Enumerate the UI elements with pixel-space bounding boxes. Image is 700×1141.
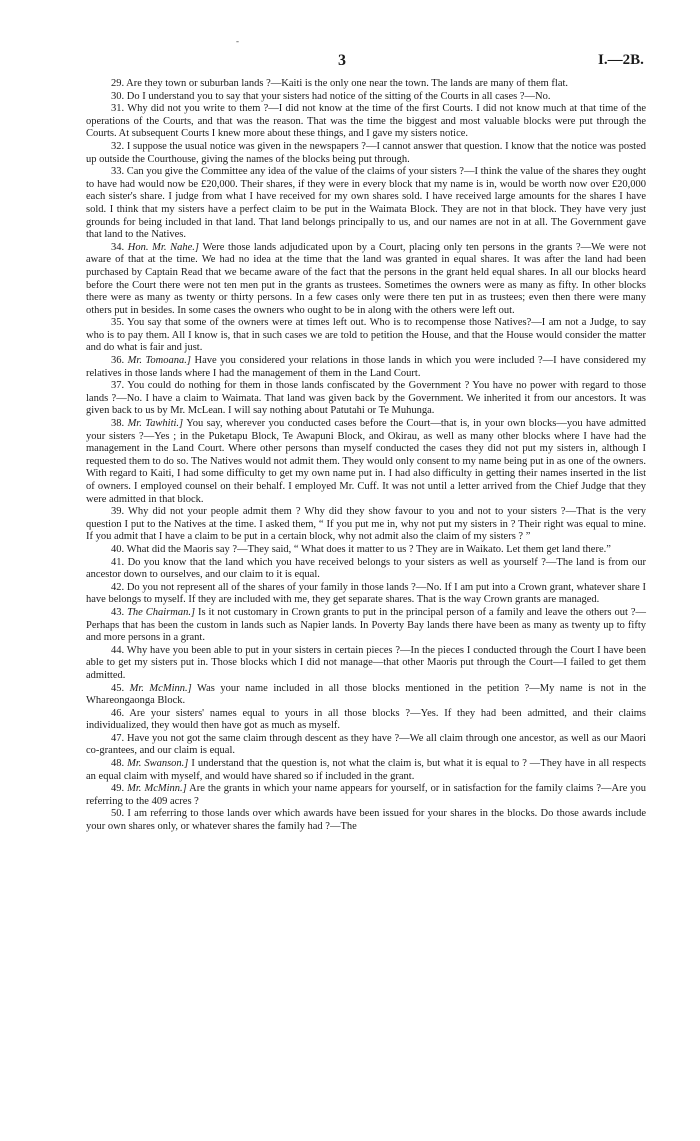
document-reference: I.—2B. [598, 52, 644, 68]
paragraph-text: Is it not customary in Crown grants to put in the principal person of a family and leave the others out ?—Perhaps that has been the custom in lands such as Napier lands. In Poverty Bay lands there have been as many as twenty up to fifty and more persons in a grant. [86, 606, 646, 644]
question-number: 43. [111, 606, 125, 618]
paragraph-text: Can you give the Committee any idea of the value of the claims of your sisters ?—I think the value of the shares they ought to have had would now be £20,000. Their shares, if they were in every block that my name is in, would be worth now over £20,000 each sister's share. I judge from what I have received for my own shares sold. I have received large amounts for the shares I have sold. I think that my sisters have a perfect claim to be put in the Waimata Block. They are not in that block. They have very just grounds for being included in that land. That land belongs principally to us, and our names are not in at all. The Government gave that land to the Natives. [86, 166, 646, 241]
paragraph-text: Have you not got the same claim through descent as they have ?—We all claim through one ancestor, as well as our Maori co-grantees, and our claim is equal. [86, 732, 647, 757]
question-number: 45. [111, 682, 125, 694]
paragraph-text: I understand that the question is, not what the claim is, but what it is equal to ? —They have in all respects an equal claim with myself, and would have shared so if included in the grant. [86, 758, 647, 782]
question-paragraph [86, 418, 646, 506]
paragraph-text: Have you considered your relations in those lands in which you were included ?—I have considered my relatives in those lands where I had the management of them in the Land Court. [86, 355, 646, 379]
question-paragraph [86, 557, 646, 582]
question-number: 44. [111, 644, 125, 656]
question-paragraph [86, 103, 646, 141]
speaker-name: Hon. Mr. Nahe.] [127, 241, 200, 253]
question-paragraph [86, 506, 646, 544]
top-mark: - [236, 36, 239, 46]
question-number: 33. [111, 166, 125, 178]
question-paragraph [86, 141, 646, 166]
page-number: 3 [338, 52, 346, 69]
question-number: 29. [111, 78, 125, 89]
speaker-name: Mr. Swanson.] [127, 758, 189, 770]
paragraph-text: Why did not you write to them ?—I did not know at the time of the first Courts. I did not know much at that time of the operations of the Courts, and that was the reason. That was the time the biggest and most valuable blocks were put through the Courts. At subsequent Courts I knew more about these things, and I gave my sisters notice. [86, 103, 647, 140]
paragraph-text: You say, wherever you conducted cases before the Court—that is, in your own blocks—you have admitted your sisters ?—Yes ; in the Puketapu Block, Te Awapuni Block, and Okirau, as well as many other blocks where I have had the management in the Land Court. Where other persons than myself conducted the cases they did not put my sisters in, although I requested them to do so. The Natives would not admit them. They would only consent to my name being put in as one of the owners. With regard to Kaiti, I had some difficulty to get my own name put in. I had also difficulty in getting their names inserted in the list of owners. I employed counsel on their behalf. I employed Mr. Cuff. It was not until a letter arrived from the Chief Judge that they were admitted in that block. [86, 418, 646, 505]
question-paragraph [86, 783, 646, 808]
question-number: 47. [111, 732, 125, 744]
question-number: 42. [111, 581, 125, 593]
question-paragraph [86, 808, 646, 833]
question-paragraph [86, 317, 646, 355]
question-number: 46. [111, 707, 125, 719]
paragraph-text: Do you not represent all of the shares of your family in those lands ?—No. If I am put into a Crown grant, whatever share I have belongs to myself. If they are included with me, they get separate shares. That is the way Crown grants are managed. [86, 581, 647, 606]
question-number: 35. [111, 317, 125, 329]
paragraph-text: Why have you been able to put in your sisters in certain pieces ?—In the pieces I conducted through the Court I have been able to get my sisters put in. Those blocks which I did not manage—that other Maoris put through the Court—I failed to get them admitted. [86, 644, 647, 681]
paragraph-text: I am referring to those lands over which awards have been issued for your shares in the blocks. Do those awards include your own shares only, or whatever shares the family had ?—The [86, 808, 647, 833]
question-paragraph [86, 544, 646, 557]
paragraph-text: I suppose the usual notice was given in the newspapers ?—I cannot answer that question. I know that the notice was posted up outside the Courthouse, giving the names of the blocks being put through. [86, 140, 646, 165]
paragraph-text: Was your name included in all those blocks mentioned in the petition ?—My name is not in the Whareongaonga Block. [86, 682, 646, 707]
question-number: 39. [111, 506, 125, 518]
speaker-name: Mr. McMinn.] [127, 783, 187, 795]
question-paragraph [86, 166, 646, 242]
paragraph-text: Were those lands adjudicated upon by a Court, placing only ten persons in the grants ?—We were not aware of that at the time. We had no idea at the time that the land was granted in equal shares. It was after the land had been purchased by Captain Read that we became aware of the fact that the persons in the grant held equal shares. In all our blocks heard before the Court there were not ten men put in the grants as trustees. Sometimes the owners were as many as fifty. In other blocks there were as many as twenty or thirty persons. In a few cases only were there ten put in as trustees; even then there were many others put in besides. In some cases the owners who ought to be in along with the others were left out. [86, 241, 646, 316]
question-paragraph [86, 91, 646, 104]
question-paragraph [86, 733, 646, 758]
question-paragraph [86, 242, 646, 318]
question-paragraph [86, 582, 646, 607]
question-number: 48. [111, 758, 125, 770]
paragraph-text: Are they town or suburban lands ?—Kaiti is the only one near the town. The lands are many of them flat. [126, 78, 569, 89]
question-paragraph [86, 607, 646, 645]
paragraph-text: Are your sisters' names equal to yours in all those blocks ?—Yes. If they had been admitted, and their claims individualized, they would then have got as much as myself. [86, 707, 646, 732]
question-paragraph [86, 708, 646, 733]
speaker-name: Mr. Tomoana.] [127, 355, 191, 367]
question-number: 30. [111, 90, 125, 102]
question-number: 36. [111, 355, 125, 367]
question-number: 38. [111, 418, 125, 430]
paragraph-text: Are the grants in which your name appears for yourself, or in satisfaction for the family claims ?—Are you referring to the 409 acres ? [86, 783, 647, 807]
question-number: 41. [111, 556, 125, 568]
question-number: 49. [111, 783, 125, 795]
question-number: 37. [111, 380, 125, 392]
question-number: 31. [111, 103, 125, 115]
question-paragraph [86, 380, 646, 418]
evidence-body [86, 78, 646, 834]
paragraph-text: Do you know that the land which you have received belongs to your sisters as well as yourself ?—The land is from our ancestor down to ourselves, and our claim to it is equal. [86, 556, 646, 581]
question-paragraph [86, 758, 646, 783]
question-number: 32. [111, 140, 125, 152]
paragraph-text: You say that some of the owners were at times left out. Who is to recompense those Natives?—I am not a Judge, to say who is to pay them. All I know is, that in such cases we are told to petition the House, and that the House would consider the matter and do what is fair and just. [86, 317, 646, 354]
speaker-name: Mr. McMinn.] [129, 682, 192, 694]
question-number: 40. [111, 543, 125, 555]
speaker-name: The Chairman.] [127, 606, 196, 618]
paragraph-text: What did the Maoris say ?—They said, “ What does it matter to us ? They are in Waikato. Let them get land there.” [126, 543, 611, 555]
question-paragraph [86, 78, 646, 91]
question-number: 50. [111, 808, 125, 820]
paragraph-text: Why did not your people admit them ? Why did they show favour to you and not to your sisters ?—That is the very question I put to the Natives at the time. I asked them, “ If you put me in, why not put my sisters in ? Their right was equal to mine. If you admit that I have a claim to be put in a certain block, why not admit also the claim of my sisters ? ” [86, 506, 647, 543]
question-number: 34. [111, 241, 125, 253]
question-paragraph [86, 645, 646, 683]
paragraph-text: You could do nothing for them in those lands confiscated by the Government ? You have no power with regard to those lands ?—No. I have a claim to Waimata. That land was given back by the Government. We inherited it from our ancestors. It was given back to us by Mr. McLean. I will say nothing about Patutahi or Te Muhunga. [86, 380, 646, 417]
question-paragraph [86, 683, 646, 708]
question-paragraph [86, 355, 646, 380]
paragraph-text: Do I understand you to say that your sisters had notice of the sitting of the Courts in all cases ?—No. [126, 90, 551, 102]
speaker-name: Mr. Tawhiti.] [127, 418, 184, 430]
